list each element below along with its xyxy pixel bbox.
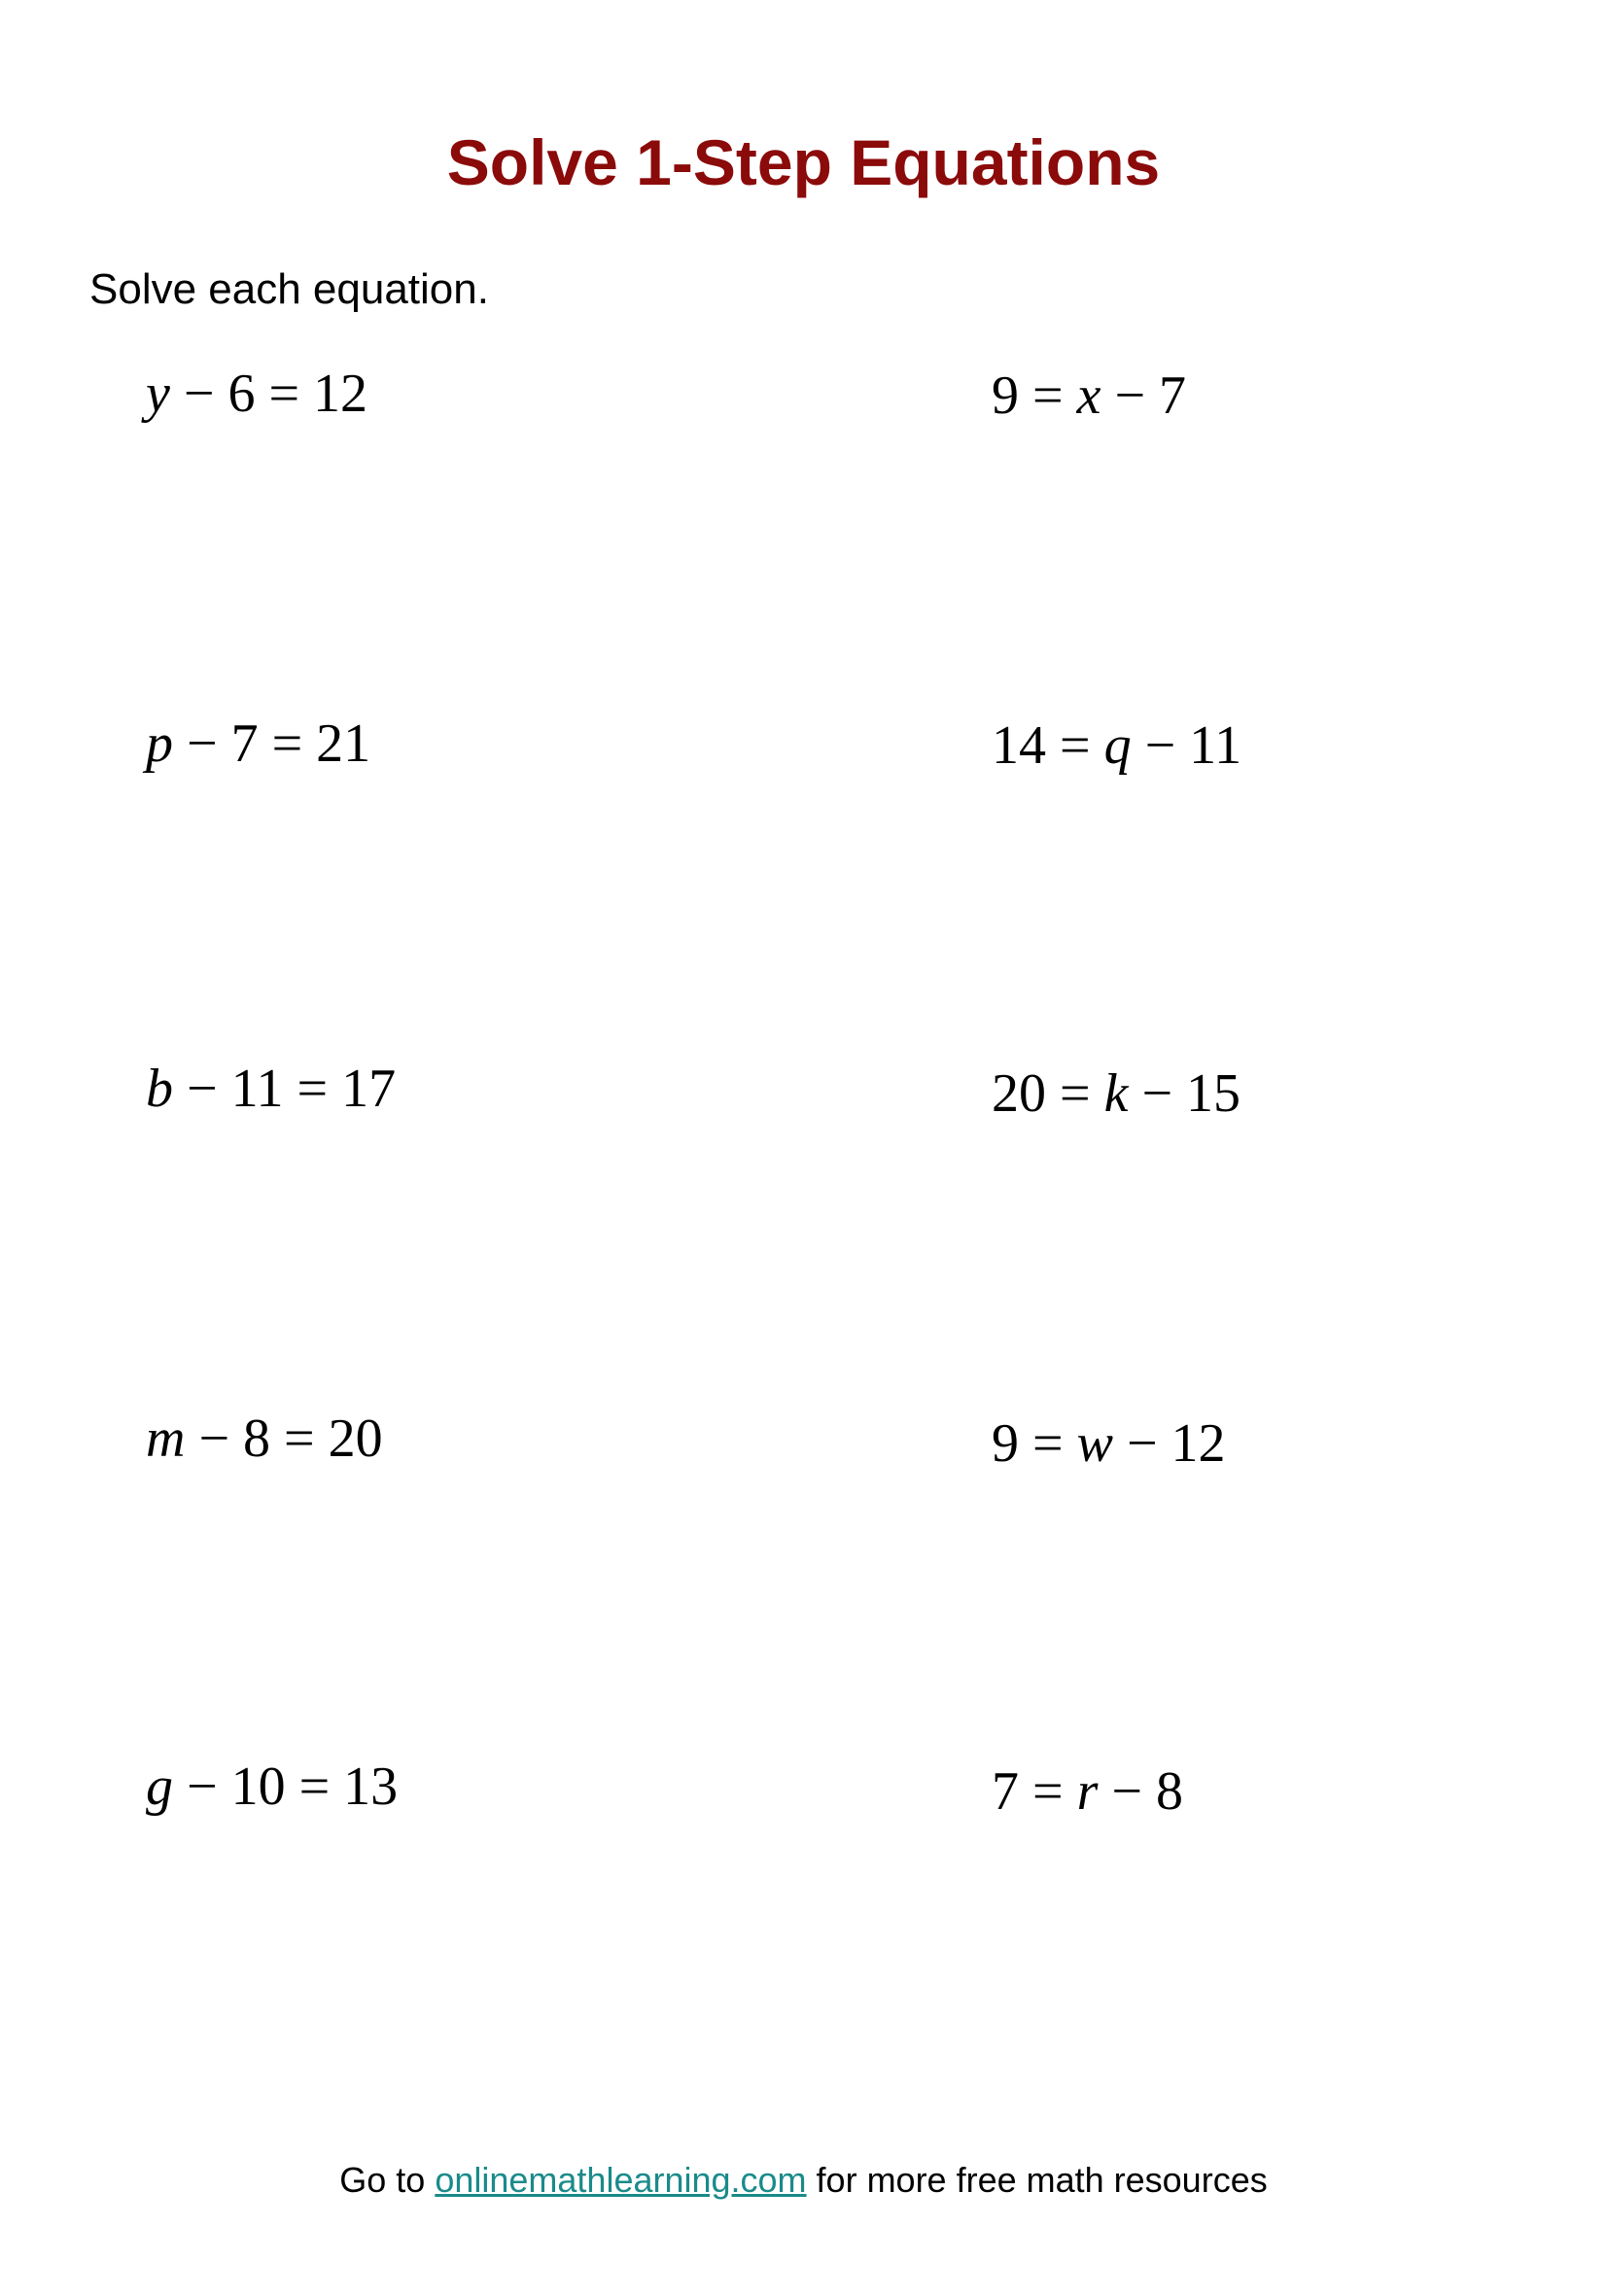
equation-4 — [992, 712, 1241, 780]
equation-right: − 11 = 17 — [173, 1059, 397, 1119]
equation-1 — [146, 360, 367, 428]
equation-10 — [992, 1757, 1183, 1826]
equation-variable: b — [146, 1059, 173, 1119]
equation-9 — [146, 1753, 398, 1821]
page-title: Solve 1-Step Equations — [446, 126, 1161, 198]
equation-left: 9 = — [992, 365, 1077, 426]
equation-5 — [146, 1055, 396, 1123]
equation-3 — [146, 710, 370, 778]
equation-variable: x — [1076, 365, 1101, 426]
footer — [0, 2156, 1607, 2205]
equation-right: − 10 = 13 — [173, 1757, 399, 1817]
equation-variable: w — [1076, 1413, 1113, 1474]
equation-right: − 6 = 12 — [169, 364, 368, 424]
equation-left: 9 = — [992, 1413, 1077, 1474]
footer-prefix: Go to — [339, 2160, 436, 2200]
equation-variable: p — [146, 713, 173, 774]
equation-left: 14 = — [992, 715, 1104, 776]
equation-right: − 8 = 20 — [185, 1409, 383, 1469]
equation-left: 7 = — [992, 1761, 1077, 1822]
equation-variable: y — [146, 364, 170, 424]
footer-link[interactable]: onlinemathlearning.com — [435, 2160, 807, 2200]
equation-6 — [992, 1060, 1240, 1128]
equation-8 — [992, 1409, 1226, 1478]
equation-variable: g — [146, 1757, 173, 1817]
footer-suffix: for more free math resources — [806, 2160, 1268, 2200]
equation-variable: k — [1103, 1063, 1129, 1124]
equation-right: − 8 — [1098, 1761, 1183, 1822]
equation-variable: r — [1076, 1761, 1099, 1822]
equation-right: − 7 = 21 — [173, 713, 371, 774]
equation-2 — [992, 362, 1186, 430]
equation-right: − 11 — [1131, 715, 1242, 776]
equation-variable: m — [146, 1409, 186, 1469]
equation-right: − 12 — [1112, 1413, 1226, 1474]
equation-left: 20 = — [992, 1063, 1104, 1124]
equation-7 — [146, 1405, 383, 1473]
equation-right: − 15 — [1128, 1063, 1241, 1124]
equation-right: − 7 — [1100, 365, 1187, 426]
equation-variable: q — [1103, 715, 1132, 776]
instructions: Solve each equation. — [89, 265, 489, 313]
